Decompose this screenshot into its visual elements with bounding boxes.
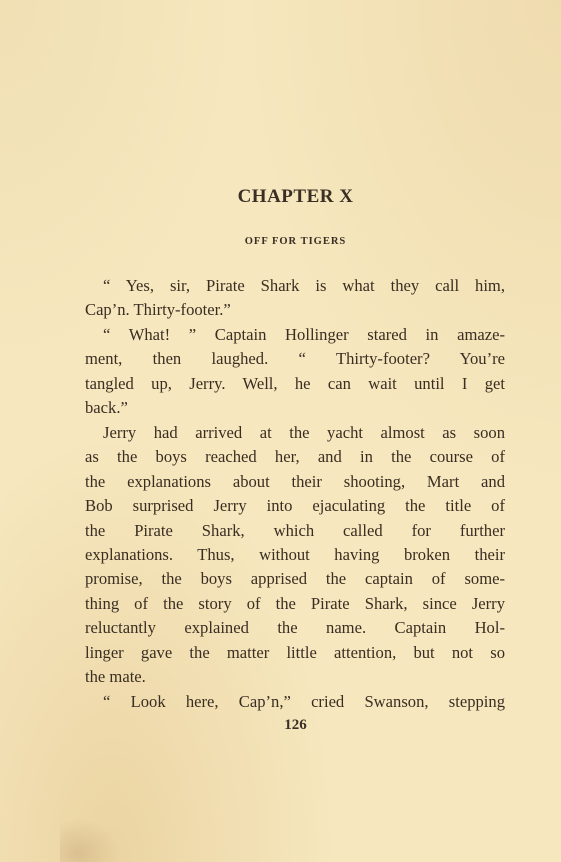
text-line: Cap’n. Thirty-footer.” xyxy=(85,300,231,320)
chapter-heading: CHAPTER X xyxy=(237,186,354,207)
text-line: thing of the story of the Pirate Shark, since Jerry xyxy=(85,593,505,613)
text-line: as the boys reached her, and in the course of xyxy=(85,447,505,467)
text-line: linger gave the matter little attention, but not so xyxy=(85,642,505,662)
text-line: Jerry had arrived at the yacht almost as soon xyxy=(103,422,505,442)
text-line: ment, then laughed. “ Thirty-footer? You’re xyxy=(85,349,505,369)
text-line: Bob surprised Jerry into ejaculating the title of xyxy=(85,496,505,516)
text-line: “ What! ” Captain Hollinger stared in amaze- xyxy=(103,324,505,344)
text-line: the Pirate Shark, which called for further xyxy=(85,520,505,540)
text-line: explanations. Thus, without having broken their xyxy=(85,544,505,564)
chapter-subtitle: OFF FOR TIGERS xyxy=(244,236,347,247)
text-line: the mate. xyxy=(85,667,146,687)
text-line: the explanations about their shooting, Mart and xyxy=(85,471,505,491)
text-line: “ Yes, sir, Pirate Shark is what they call him, xyxy=(103,276,505,295)
body-text xyxy=(85,274,505,714)
text-line: “ Look here, Cap’n,” cried Swanson, stepping xyxy=(103,691,505,711)
page-stain xyxy=(60,818,120,862)
text-line: promise, the boys apprised the captain of some- xyxy=(85,569,505,589)
text-line: reluctantly explained the name. Captain Hol- xyxy=(85,618,505,638)
page-number: 126 xyxy=(284,717,307,733)
text-line: back.” xyxy=(85,398,128,418)
text-line: tangled up, Jerry. Well, he can wait until I get xyxy=(85,373,505,393)
